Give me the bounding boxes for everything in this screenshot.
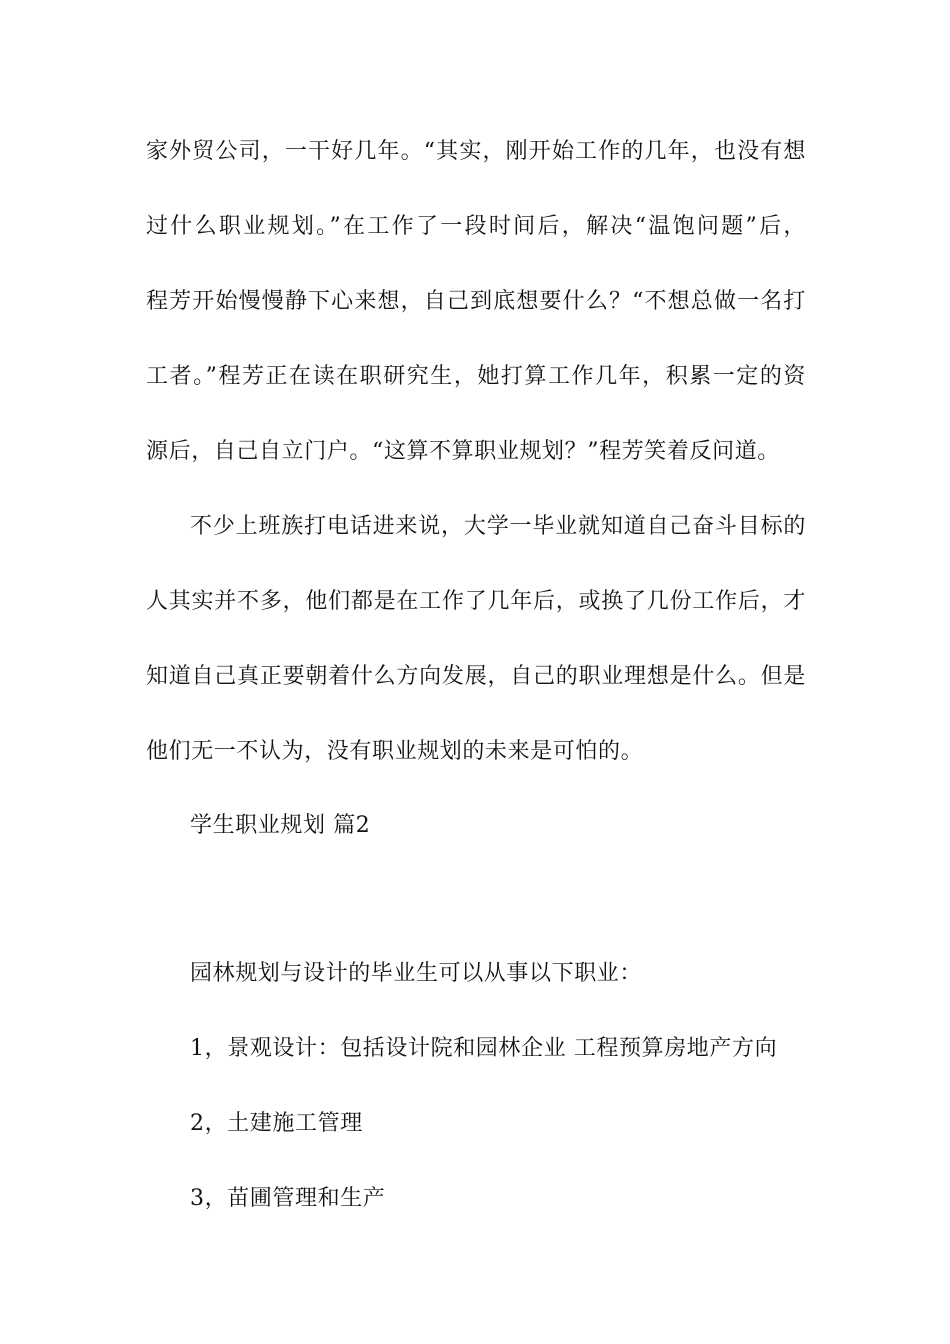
paragraph-line: 程芳开始慢慢静下心来想，自己到底想要什么？“不想总做一名打 xyxy=(146,289,806,314)
paragraph-line: 他们无一不认为，没有职业规划的未来是可怕的。 xyxy=(146,739,644,764)
paragraph-line: 源后，自己自立门户。“这算不算职业规划？”程芳笑着反问道。 xyxy=(146,439,780,464)
list-item: 3，苗圃管理和生产 xyxy=(190,1186,386,1211)
paragraph-line: 知道自己真正要朝着什么方向发展，自己的职业理想是什么。但是 xyxy=(146,664,806,689)
paragraph-line: 人其实并不多，他们都是在工作了几年后，或换了几份工作后，才 xyxy=(146,589,806,614)
paragraph-line: 过什么职业规划。”在工作了一段时间后，解决“温饱问题”后， xyxy=(146,214,806,239)
section-heading: 学生职业规划 篇2 xyxy=(190,813,371,838)
paragraph-line: 工者。”程芳正在读在职研究生，她打算工作几年，积累一定的资 xyxy=(146,364,806,389)
paragraph-line: 家外贸公司，一干好几年。“其实，刚开始工作的几年，也没有想 xyxy=(146,139,806,164)
list-item: 2，土建施工管理 xyxy=(190,1111,363,1136)
intro-text: 园林规划与设计的毕业生可以从事以下职业： xyxy=(190,961,643,986)
list-item: 1，景观设计：包括设计院和园林企业 工程预算房地产方向 xyxy=(190,1036,778,1061)
paragraph-line: 不少上班族打电话进来说，大学一毕业就知道自己奋斗目标的 xyxy=(190,514,806,539)
